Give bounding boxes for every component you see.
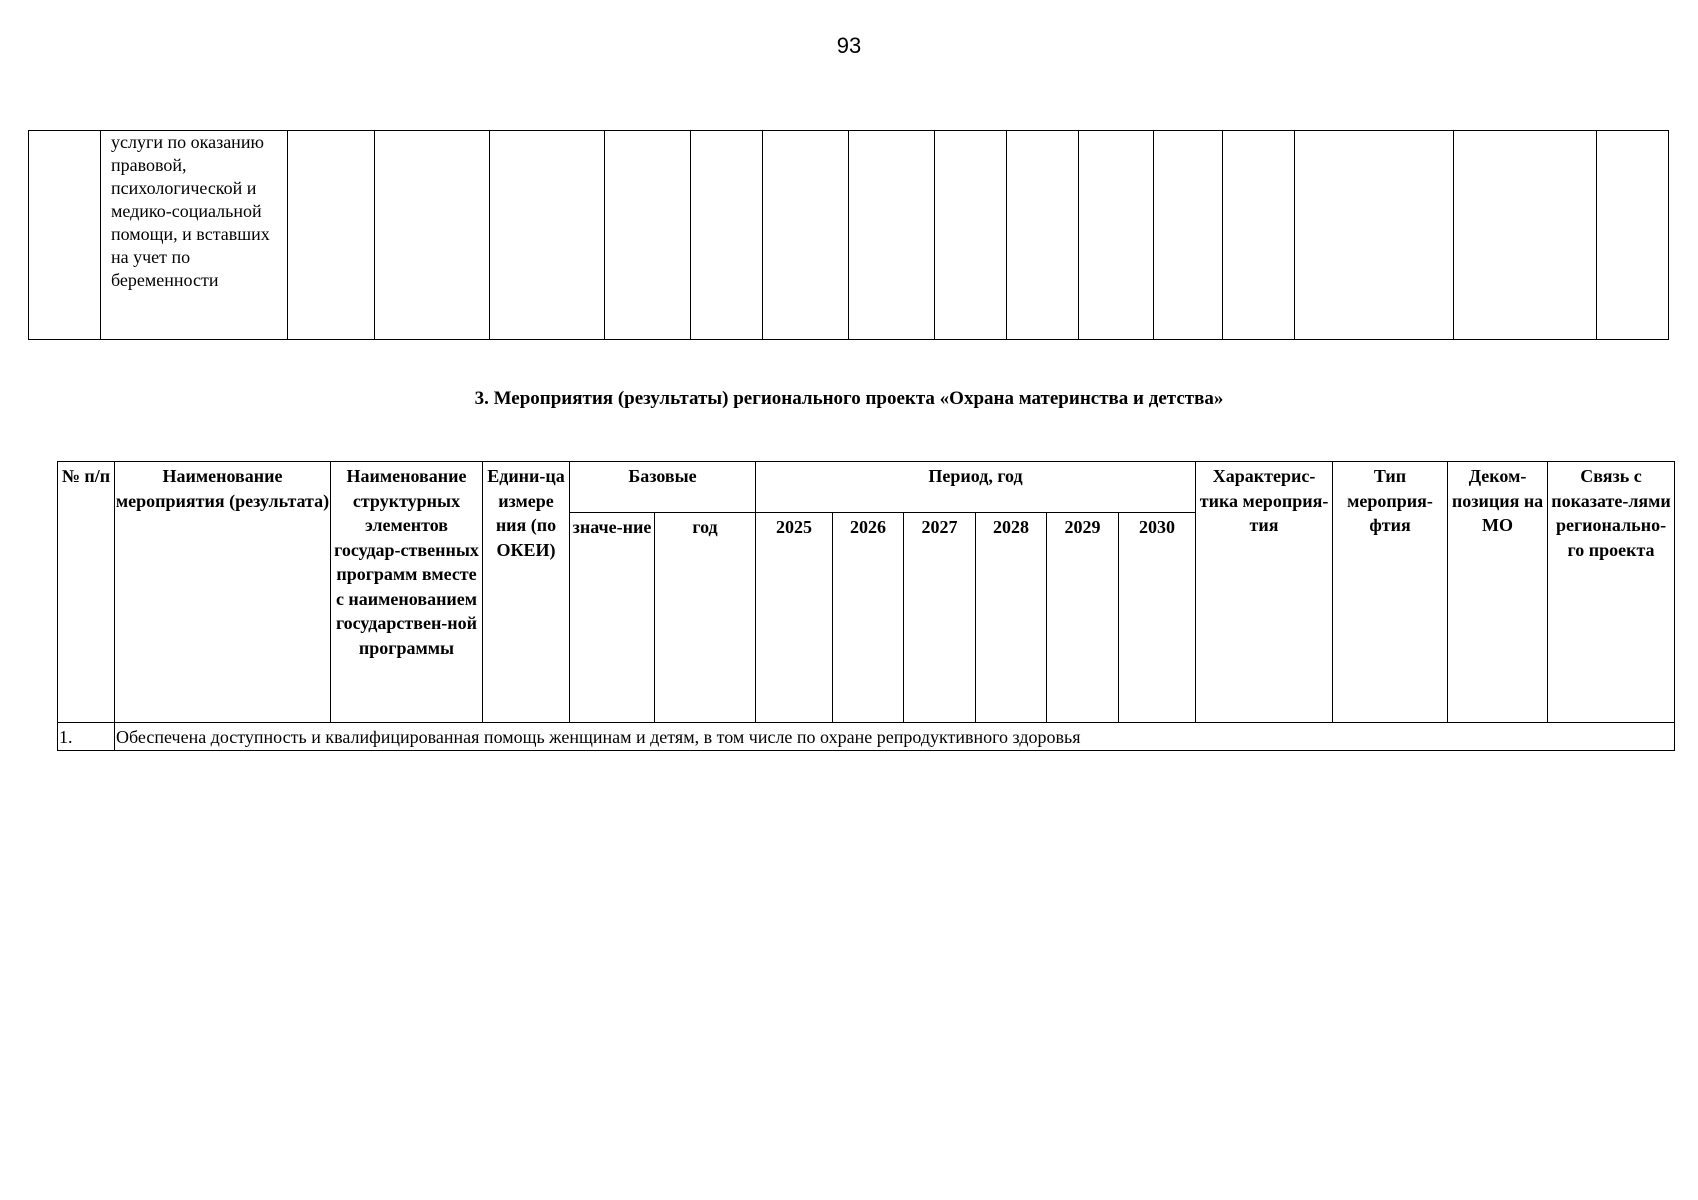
table-cell <box>1295 131 1454 340</box>
header-num: № п/п <box>58 462 115 723</box>
table-cell <box>1597 131 1669 340</box>
table-row <box>58 723 1675 751</box>
header-unit: Едини-ца измере ния (по ОКЕИ) <box>483 462 570 723</box>
table-cell <box>1007 131 1079 340</box>
row-text: Обеспечена доступность и квалифицированная помощь женщинам и детям, в том числе по охране репродуктивного здоровья <box>115 723 1675 751</box>
continuation-text: услуги по оказанию правовой, психологической и медико-социальной помощи, и вставших на учет по беременности <box>101 131 288 340</box>
header-period: Период, год <box>756 462 1196 513</box>
table-cell <box>1454 131 1597 340</box>
header-structural: Наименование структурных элементов государ-ственных программ вместе с наименованием государствен-ной программы <box>331 462 483 723</box>
table-cell <box>29 131 101 340</box>
header-base-value: значе-ние <box>570 513 655 723</box>
header-year-2028: 2028 <box>976 513 1047 723</box>
activities-table <box>57 461 1675 751</box>
header-year-2027: 2027 <box>904 513 976 723</box>
table-cell <box>1079 131 1154 340</box>
header-year-2025: 2025 <box>756 513 833 723</box>
header-base: Базовые <box>570 462 756 513</box>
header-year-2026: 2026 <box>833 513 904 723</box>
header-row <box>58 462 1675 513</box>
table-row <box>29 131 1669 340</box>
table-cell <box>935 131 1007 340</box>
table-cell <box>691 131 763 340</box>
header-base-year: год <box>655 513 756 723</box>
continuation-table <box>28 130 1669 340</box>
page-number: 93 <box>836 33 862 58</box>
section-title: 3. Мероприятия (результаты) регионального проекта «Охрана материнства и детства» <box>474 388 1224 409</box>
header-name: Наименование мероприятия (результата) <box>115 462 331 723</box>
header-decomposition: Деком-позиция на МО <box>1448 462 1548 723</box>
header-type: Тип мероприя-фтия <box>1333 462 1448 723</box>
header-link: Связь с показате-лями регионально-го проекта <box>1548 462 1675 723</box>
table-cell <box>605 131 691 340</box>
table-cell <box>288 131 375 340</box>
table-cell <box>763 131 849 340</box>
table-cell <box>490 131 605 340</box>
table-cell <box>849 131 935 340</box>
table-cell <box>375 131 490 340</box>
header-year-2029: 2029 <box>1047 513 1119 723</box>
table-cell <box>1154 131 1223 340</box>
header-characteristic: Характерис-тика мероприя-тия <box>1196 462 1333 723</box>
row-number: 1. <box>58 723 115 751</box>
header-year-2030: 2030 <box>1119 513 1196 723</box>
table-cell <box>1223 131 1295 340</box>
